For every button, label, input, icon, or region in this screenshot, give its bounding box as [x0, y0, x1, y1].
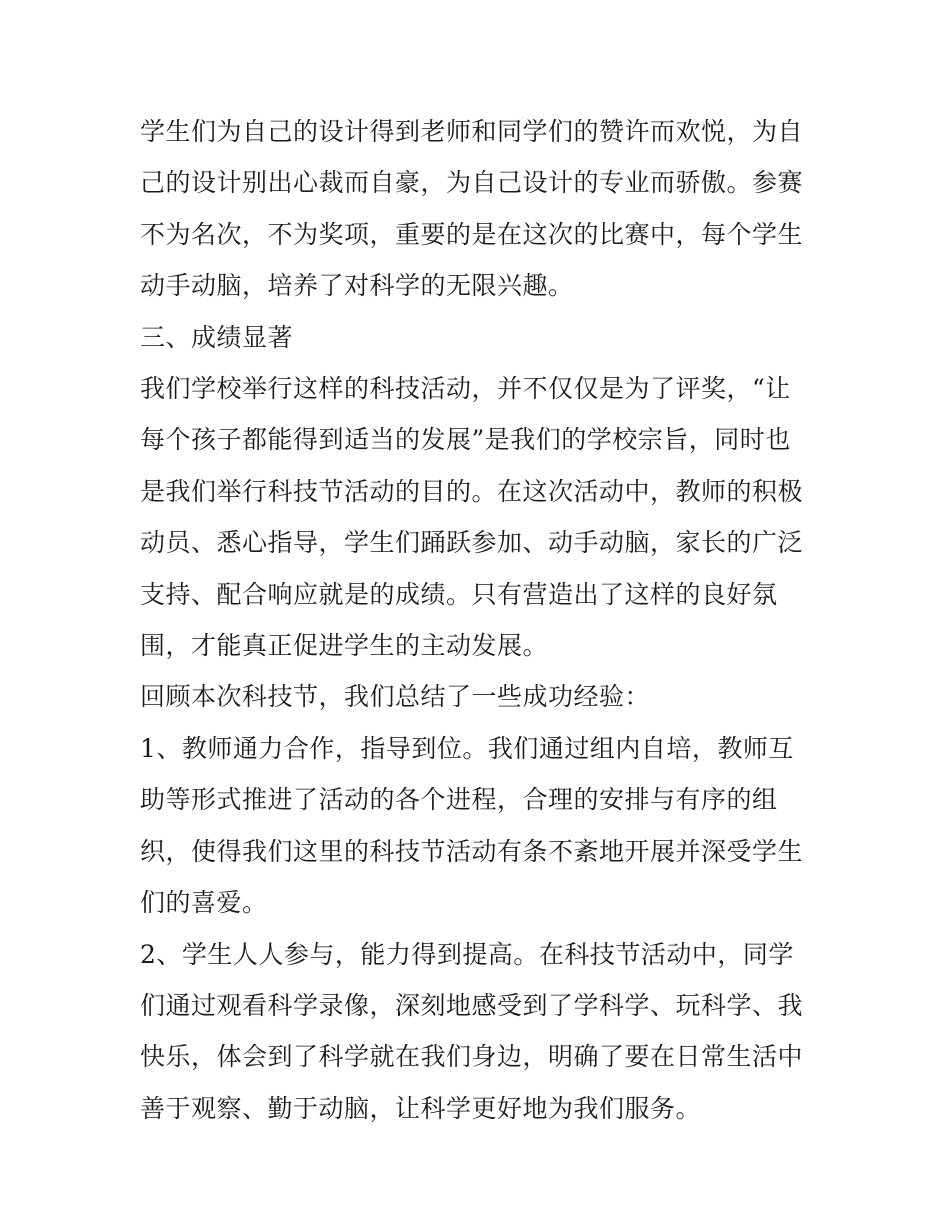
- paragraph-school-purpose: 我们学校举行这样的科技活动，并不仅仅是为了评奖，“让每个孩子都能得到适当的发展”是我们的学校宗旨，同时也是我们举行科技节活动的目的。在这次活动中，教师的积极动员、悉心指导，学生们踊跃参加、动手动脑，家长的广泛支持、配合响应就是的成绩。只有营造出了这样的良好氛围，才能真正促进学生的主动发展。: [140, 374, 804, 661]
- paragraph-design-pride: 学生们为自己的设计得到老师和同学们的赞许而欢悦，为自己的设计别出心裁而自豪，为自己设计的专业而骄傲。参赛不为名次，不为奖项，重要的是在这次的比赛中，每个学生动手动脑，培养了对科学的无限兴趣。: [140, 117, 804, 301]
- paragraph-experience-1: 1、教师通力合作，指导到位。我们通过组内自培，教师互助等形式推进了活动的各个进程，合理的安排与有序的组织，使得我们这里的科技节活动有条不紊地开展并深受学生们的喜爱。: [140, 733, 804, 918]
- paragraph-experience-2: 2、学生人人参与，能力得到提高。在科技节活动中，同学们通过观看科学录像，深刻地感受到了学科学、玩科学、我快乐，体会到了科学就在我们身边，明确了要在日常生活中善于观察、勤于动脑，让科学更好地为我们服务。: [140, 939, 804, 1123]
- document-body: [140, 106, 816, 1134]
- paragraph-review-intro: 回顾本次科技节，我们总结了一些成功经验：: [140, 682, 651, 712]
- section-heading-achievements: 三、成绩显著: [140, 322, 294, 352]
